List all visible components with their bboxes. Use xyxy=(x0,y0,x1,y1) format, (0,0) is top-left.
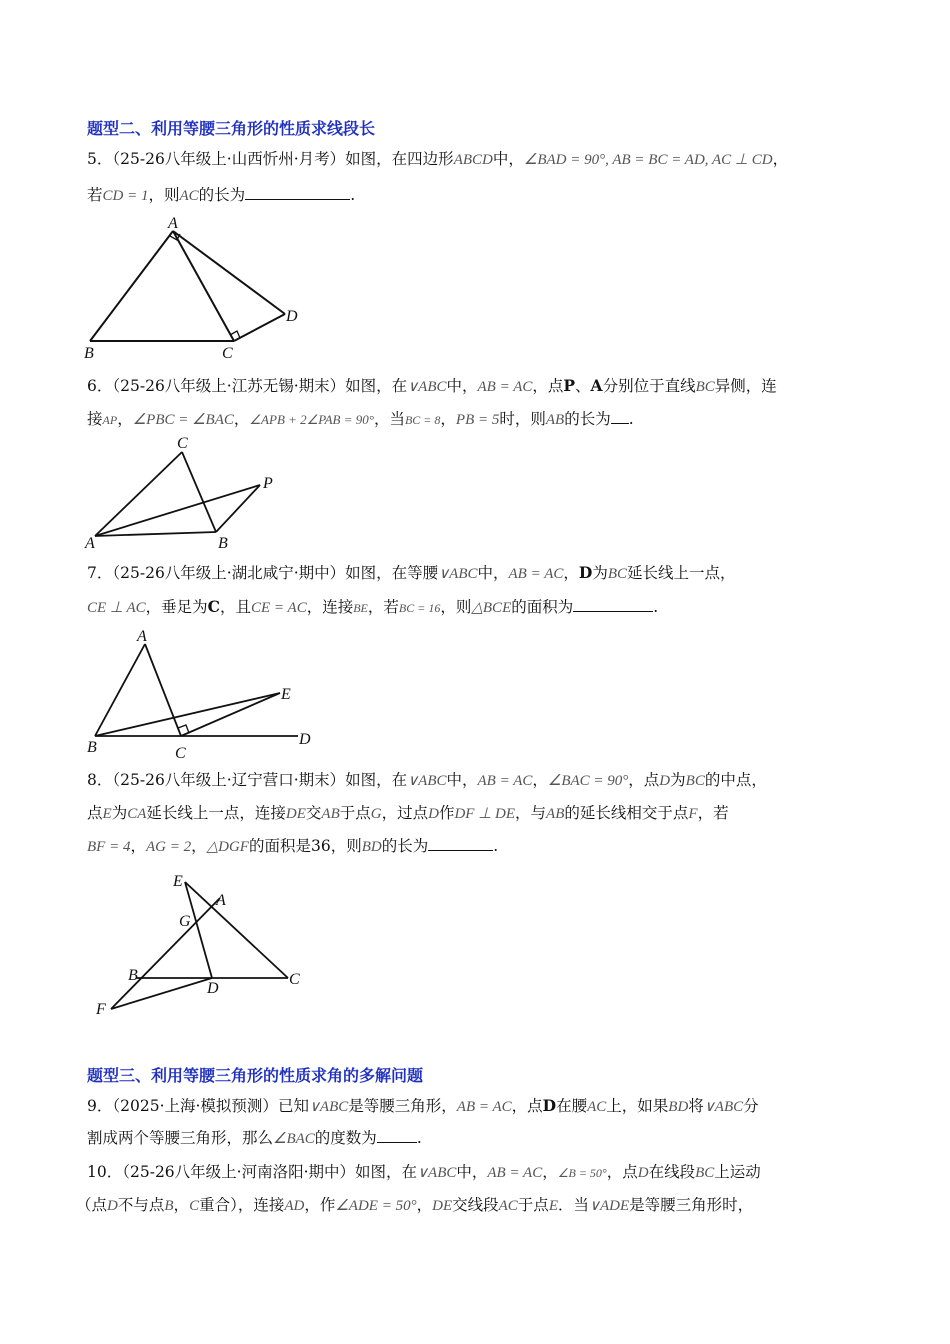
question-9-line-2: 割成两个等腰三角形，那么∠BAC的度数为 . xyxy=(87,1129,422,1147)
label-a: A xyxy=(216,892,226,909)
label-a: A xyxy=(85,535,95,552)
label-e: E xyxy=(281,686,291,703)
section-heading-2: 题型二、利用等腰三角形的性质求线段长 xyxy=(87,119,376,138)
question-8-line-1: 8．（25-26八年级上·辽宁营口·期末）如图，在∨ABC中，AB = AC，∠BAC = 90°，点D为BC的中点， xyxy=(87,771,767,789)
label-d: D xyxy=(299,731,311,748)
question-9-line-1: 9．（2025·上海·模拟预测）已知∨ABC是等腰三角形，AB = AC，点D在腰AC上，如果BD将∨ABC分 xyxy=(87,1096,759,1115)
question-10-line-2: （点D不与点B，C重合），连接AD，作∠ADE = 50°，DE交线段AC于点E．当∨ADE是等腰三角形时， xyxy=(76,1196,754,1214)
label-c: C xyxy=(289,971,300,988)
label-c: C xyxy=(175,745,186,762)
question-10-line-1: 10．（25-26八年级上·河南洛阳·期中）如图，在∨ABC中，AB = AC，∠B = 50°，点D在线段BC上运动 xyxy=(87,1163,761,1181)
answer-blank-7 xyxy=(573,597,653,612)
label-f: F xyxy=(96,1001,106,1018)
question-6-line-2: 接AP，∠PBC = ∠BAC，∠APB + 2∠PAB = 90°，当BC = 8，PB = 5时，则AB的长为 . xyxy=(87,410,634,428)
label-b: B xyxy=(128,967,138,984)
question-5-line-2: 若CD = 1，则AC的长为 . xyxy=(87,186,356,204)
question-8-line-3: BF = 4，AG = 2，△DGF的面积是36，则BD的长为 . xyxy=(87,837,499,855)
section-heading-3: 题型三、利用等腰三角形的性质求角的多解问题 xyxy=(87,1066,424,1085)
label-a: A xyxy=(168,215,178,232)
question-6-line-1: 6．（25-26八年级上·江苏无锡·期末）如图，在∨ABC中，AB = AC，点P、A分别位于直线BC异侧，连 xyxy=(87,376,777,395)
question-8-line-2: 点E为CA延长线上一点，连接DE交AB于点G，过点D作DF ⊥ DE，与AB的延长线相交于点F，若 xyxy=(87,804,729,822)
label-g: G xyxy=(179,913,191,930)
label-b: B xyxy=(218,535,228,552)
answer-blank-8 xyxy=(428,836,493,851)
label-d: D xyxy=(207,980,219,997)
figure-q6 xyxy=(80,432,290,552)
figure-q8 xyxy=(85,866,315,1026)
label-p: P xyxy=(263,475,273,492)
label-b: B xyxy=(84,345,94,362)
question-5-line-1: 5．（25-26八年级上·山西忻州·月考）如图，在四边形ABCD中，∠BAD = 90°, AB = BC = AD, AC ⊥ CD， xyxy=(87,150,789,168)
question-7-line-2: CE ⊥ AC，垂足为C，且CE = AC，连接BE，若BC = 16，则△BCE的面积为 . xyxy=(87,597,659,616)
label-b: B xyxy=(87,739,97,756)
label-c: C xyxy=(222,345,233,362)
label-a: A xyxy=(137,628,147,645)
figure-q5 xyxy=(80,215,310,365)
question-7-line-1: 7．（25-26八年级上·湖北咸宁·期中）如图，在等腰∨ABC中，AB = AC，D为BC延长线上一点， xyxy=(87,563,736,582)
label-e: E xyxy=(173,873,183,890)
answer-blank-6 xyxy=(611,409,629,424)
label-d: D xyxy=(286,308,298,325)
answer-blank-5 xyxy=(245,185,350,200)
label-c: C xyxy=(177,435,188,452)
answer-blank-9 xyxy=(377,1128,417,1143)
figure-q7 xyxy=(80,624,320,764)
